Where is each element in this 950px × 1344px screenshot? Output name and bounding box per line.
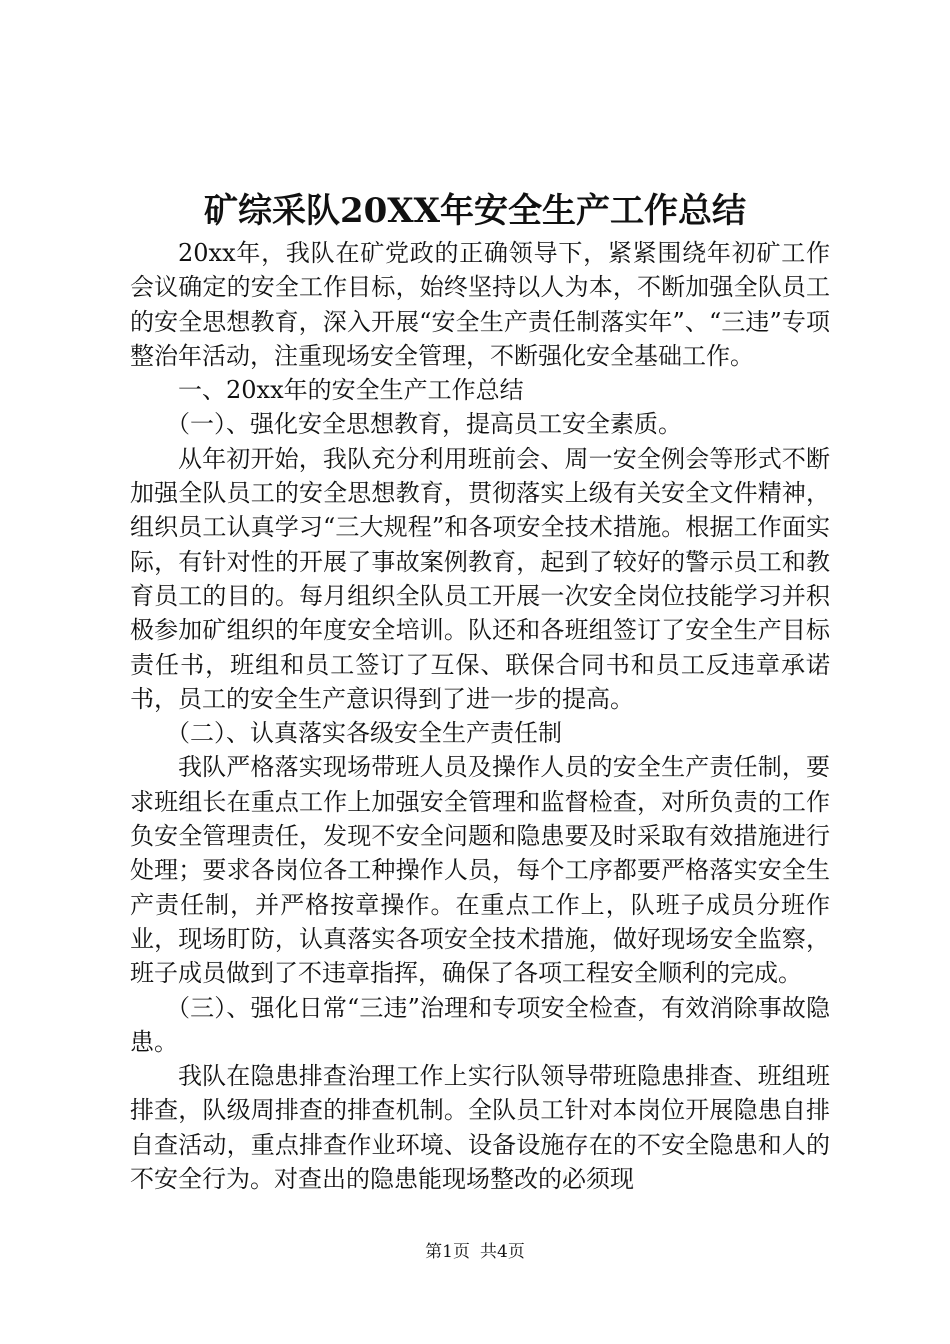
subsection-paragraph-2: 我队严格落实现场带班人员及操作人员的安全生产责任制，要求班组长在重点工作上加强安全管理和监督检查，对所负责的工作负安全管理责任，发现不安全问题和隐患要及时采取有效措施进行处理；要求各岗位各工种操作人员，每个工序都要严格落实安全生产责任制，并严格按章操作。在重点工作上，队班子成员分班作业，现场盯防，认真落实各项安全技术措施，做好现场安全监察，班子成员做到了不违章指挥，确保了各项工程安全顺利的完成。 [130, 753, 830, 988]
subsection-paragraph-3: 我队在隐患排查治理工作上实行队领导带班隐患排查、班组班排查，队级周排查的排查机制。全队员工针对本岗位开展隐患自排自查活动，重点排查作业环境、设备设施存在的不安全隐患和人的不安全行为。对查出的隐患能现场整改的必须现 [130, 1062, 830, 1194]
intro-paragraph: 20xx年，我队在矿党政的正确领导下，紧紧围绕年初矿工作会议确定的安全工作目标，始终坚持以人为本，不断加强全队员工的安全思想教育，深入开展“安全生产责任制落实年”、“三违”专项整治年活动，注重现场安全管理，不断强化安全基础工作。 [130, 239, 830, 370]
subsection-paragraph-1: 从年初开始，我队充分利用班前会、周一安全例会等形式不断加强全队员工的安全思想教育，贯彻落实上级有关安全文件精神，组织员工认真学习“三大规程”和各项安全技术措施。根据工作面实际，有针对性的开展了事故案例教育，起到了较好的警示员工和教育员工的目的。每月组织全队员工开展一次安全岗位技能学习并积极参加矿组织的年度安全培训。队还和各班组签订了安全生产目标责任书，班组和员工签订了互保、联保合同书和员工反违章承诺书，员工的安全生产意识得到了进一步的提高。 [130, 444, 830, 713]
page-footer [0, 1240, 950, 1264]
subsection-heading-1: （一）、强化安全思想教育，提高员工安全素质。 [166, 410, 682, 439]
subsection-heading-2: （二）、认真落实各级安全生产责任制 [166, 719, 562, 748]
document-body [130, 236, 830, 1196]
subsection-heading-3: （三）、强化日常“三违”治理和专项安全检查，有效消除事故隐患。 [130, 993, 830, 1056]
page-total: 共4页 [480, 1242, 525, 1262]
page-number: 第1页 [425, 1242, 470, 1262]
section-heading-1: 一、20xx年的安全生产工作总结 [178, 376, 524, 405]
document-title: 矿综采队20XX年安全生产工作总结 [203, 191, 747, 231]
